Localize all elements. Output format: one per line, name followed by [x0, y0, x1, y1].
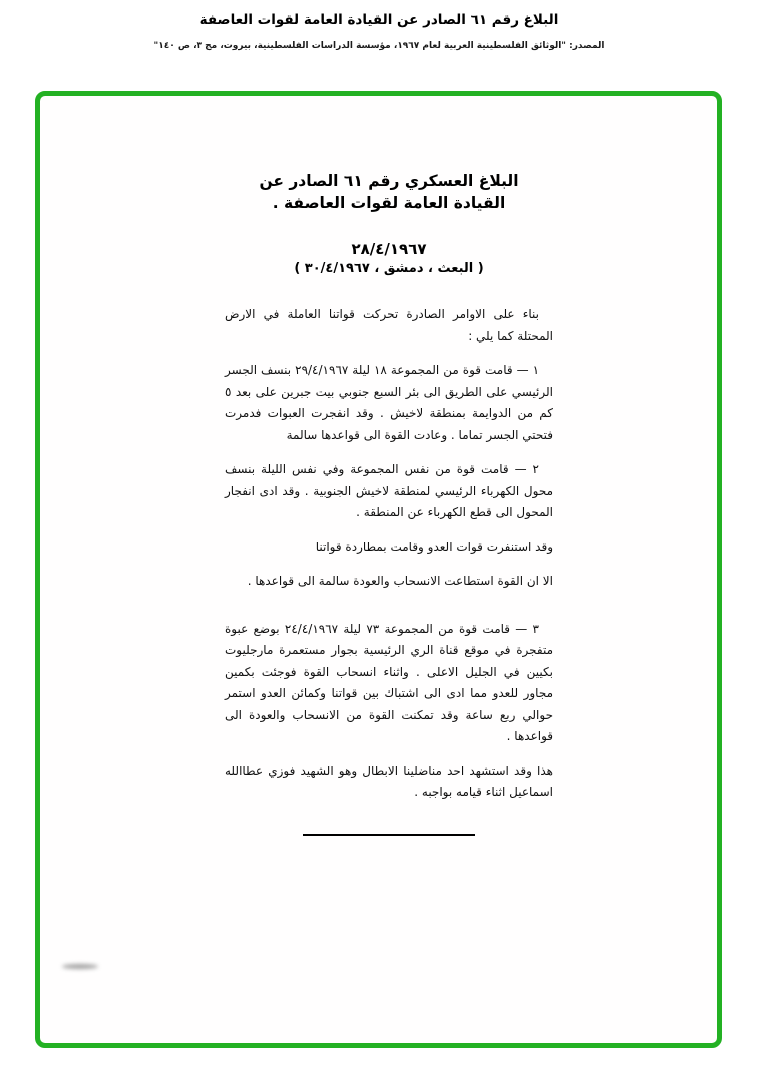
closing-rule	[303, 834, 475, 836]
paragraph-withdrawal: الا ان القوة استطاعت الانسحاب والعودة سالمة الى قواعدها .	[247, 574, 553, 588]
scanned-page-frame	[35, 91, 722, 1048]
communique-paragraphs	[225, 304, 553, 804]
communique-title-line1: البلاغ العسكري رقم ٦١ الصادر عن	[259, 172, 519, 190]
communique-date: ٢٨/٤/١٩٦٧	[351, 240, 427, 258]
paragraph-martyr: هذا وقد استشهد احد مناضلينا الابطال وهو الشهيد فوزي عطاالله اسماعيل اثناء قيامه بواجبه .	[225, 763, 553, 799]
paragraph-item-2: ٢ — قامت قوة من نفس المجموعة وفي نفس الليلة بنسف محول الكهرباء الرئيسي لمنطقة لاخيش الجنوبية . وقد ادى انفجار المحول الى قطع الكهرباء عن المنطقة .	[225, 462, 553, 519]
page-title: البلاغ رقم ٦١ الصادر عن القيادة العامة لقوات العاصفة	[199, 12, 559, 28]
communique-title-line2: القيادة العامة لقوات العاصفة .	[272, 194, 506, 212]
scan-artifact	[62, 964, 98, 969]
source-citation: المصدر: "الوثائق الفلسطينية العربية لعام ١٩٦٧، مؤسسة الدراسات الفلسطينية، بيروت، مج ٣، ص ١٤٠"	[153, 41, 605, 51]
paragraph-enemy-alert: وقد استنفرت قوات العدو وقامت بمطاردة قواتنا	[315, 539, 553, 554]
communique-title	[225, 170, 553, 214]
paragraph-intro: بناء على الاوامر الصادرة تحركت قواتنا العاملة في الارض المحتلة كما يلي :	[225, 307, 553, 343]
paragraph-item-1: ١ — قامت قوة من المجموعة ١٨ ليلة ٢٩/٤/١٩٦٧ بنسف الجسر الرئيسي على الطريق الى بئر السبع جنوبي بيت جبرين على بعد ٥ كم من الدوايمة بمنطقة لاخيش . وقد انفجرت العبوات فدمرت فتحتي الجسر تماما . وعادت القوة الى قواعدها سالمة	[225, 363, 553, 442]
communique-body	[225, 170, 553, 836]
paragraph-item-3: ٣ — قامت قوة من المجموعة ٧٣ ليلة ٢٤/٤/١٩٦٧ بوضع عبوة متفجرة في موقع قناة الري الرئيسية بجوار مستعمرة مارجليوت بكيين في الجليل الاعلى . واثناء انسحاب القوة فوجئت بكمين مجاور للعدو مما ادى الى اشتباك بين قواتنا وكمائن العدو استمر حوالي ربع ساعة وقد تمكنت القوة من الانسحاب والعودة الى قواعدها .	[225, 621, 553, 743]
communique-attribution: ( البعث ، دمشق ، ٣٠/٤/١٩٦٧ )	[294, 261, 484, 276]
